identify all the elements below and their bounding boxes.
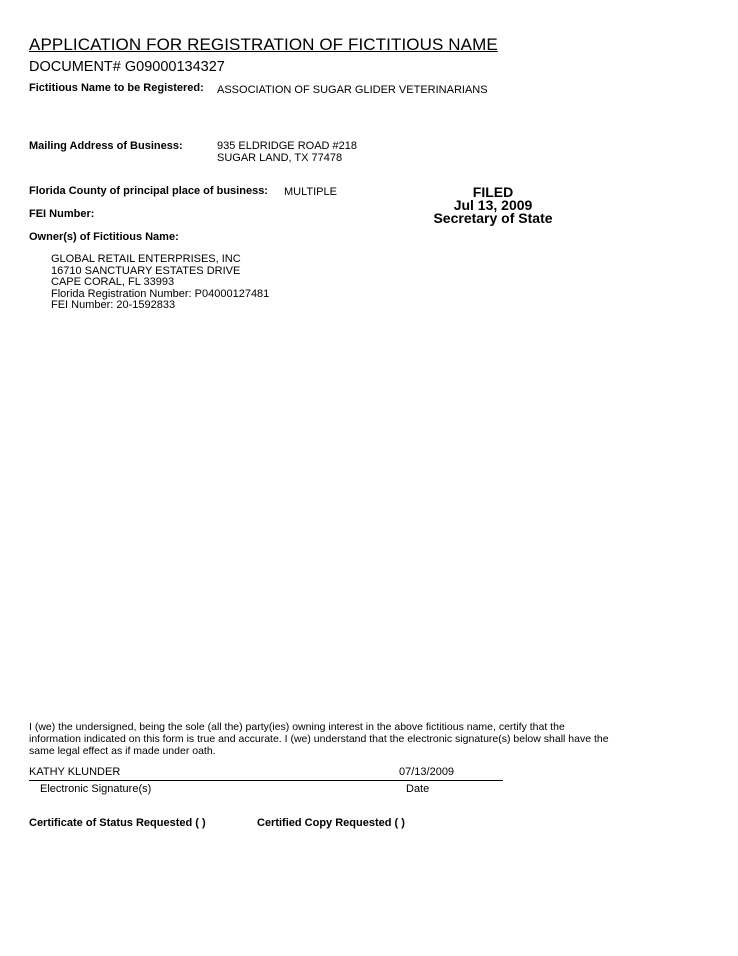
certificate-of-status-request: Certificate of Status Requested ( ) [29,817,206,829]
filed-stamp-status: FILED [472,184,514,200]
signature-line [29,780,503,781]
county-value: MULTIPLE [284,186,337,198]
document-number: DOCUMENT# G09000134327 [29,59,225,75]
filed-stamp [418,186,568,225]
county-label: Florida County of principal place of business: [29,185,268,197]
fictitious-name-value: ASSOCIATION OF SUGAR GLIDER VETERINARIANS [217,84,488,96]
page-title: APPLICATION FOR REGISTRATION OF FICTITIOUS NAME [29,35,498,54]
signature-caption: Electronic Signature(s) [40,783,152,795]
mailing-address-line1: 935 ELDRIDGE ROAD #218 [217,140,358,152]
owner-address2: CAPE CORAL, FL 33993 [51,276,175,288]
owner-block [51,254,269,312]
certified-copy-request: Certified Copy Requested ( ) [257,817,405,829]
owner-name: GLOBAL RETAIL ENTERPRISES, INC [51,253,241,265]
fictitious-name-label: Fictitious Name to be Registered: [29,82,204,94]
fei-number-label: FEI Number: [29,208,95,220]
signer-name: KATHY KLUNDER [29,766,121,778]
owner-florida-registration: Florida Registration Number: P04000127481 [51,287,270,300]
mailing-address-label: Mailing Address of Business: [29,140,183,152]
filed-stamp-office: Secretary of State [433,210,553,226]
filed-stamp-date: Jul 13, 2009 [453,197,533,213]
owner-fei: FEI Number: 20-1592833 [51,299,176,311]
date-caption: Date [406,783,430,795]
owner-address1: 16710 SANCTUARY ESTATES DRIVE [51,264,241,277]
owners-label: Owner(s) of Fictitious Name: [29,231,179,243]
mailing-address-line2: SUGAR LAND, TX 77478 [217,152,343,164]
signature-date: 07/13/2009 [399,766,455,778]
certification-text: I (we) the undersigned, being the sole (all the) party(ies) owning interest in the above fictitious name, certify that the information indicated on this form is true and accurate. I (we) understand that the electronic signature(s) below shall have the same legal effect as if made under oath. [29,721,609,757]
